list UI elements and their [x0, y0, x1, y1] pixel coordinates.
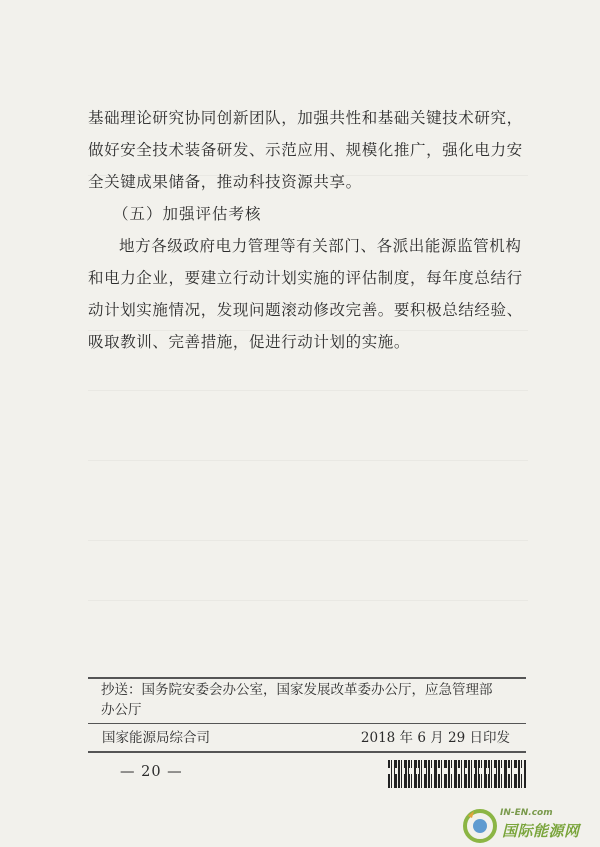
- bleed-through-line: [88, 460, 528, 461]
- globe-icon: [460, 806, 500, 844]
- issuer-name: 国家能源局综合司: [102, 730, 210, 746]
- cc-line-1: 抄送：国务院安委会办公室，国家发展改革委办公厅，应急管理部: [101, 682, 493, 698]
- barcode-image: [388, 760, 526, 788]
- watermark-logo: [460, 806, 600, 844]
- cc-block: [101, 680, 521, 720]
- body-paragraph-2: 地方各级政府电力管理等有关部门、各派出能源监管机构和电力企业，要建立行动计划实施的评估制度，每年度总结行动计划实施情况，发现问题滚动修改完善。要积极总结经验、吸取教训、完善措施，促进行动计划的实施。: [88, 237, 523, 351]
- cc-line-2: 办公厅: [101, 702, 142, 718]
- section-heading: （五）加强评估考核: [113, 205, 262, 223]
- footer-middle-rule: [88, 723, 526, 724]
- issue-date: 2018 年 6 月 29 日印发: [360, 730, 510, 746]
- bleed-through-line: [88, 540, 528, 541]
- watermark-name: 国际能源网: [502, 822, 580, 840]
- page-number: — 20 —: [120, 764, 183, 780]
- footer-top-rule: [88, 677, 526, 679]
- body-paragraph-1: 基础理论研究协同创新团队，加强共性和基础关键技术研究，做好安全技术装备研发、示范应用、规模化推广，强化电力安全关键成果储备，推动科技资源共享。: [88, 109, 523, 191]
- bleed-through-line: [88, 600, 528, 601]
- watermark-url: IN-EN.com: [500, 808, 553, 818]
- footer-bottom-rule: [88, 751, 526, 753]
- bleed-through-line: [88, 390, 528, 391]
